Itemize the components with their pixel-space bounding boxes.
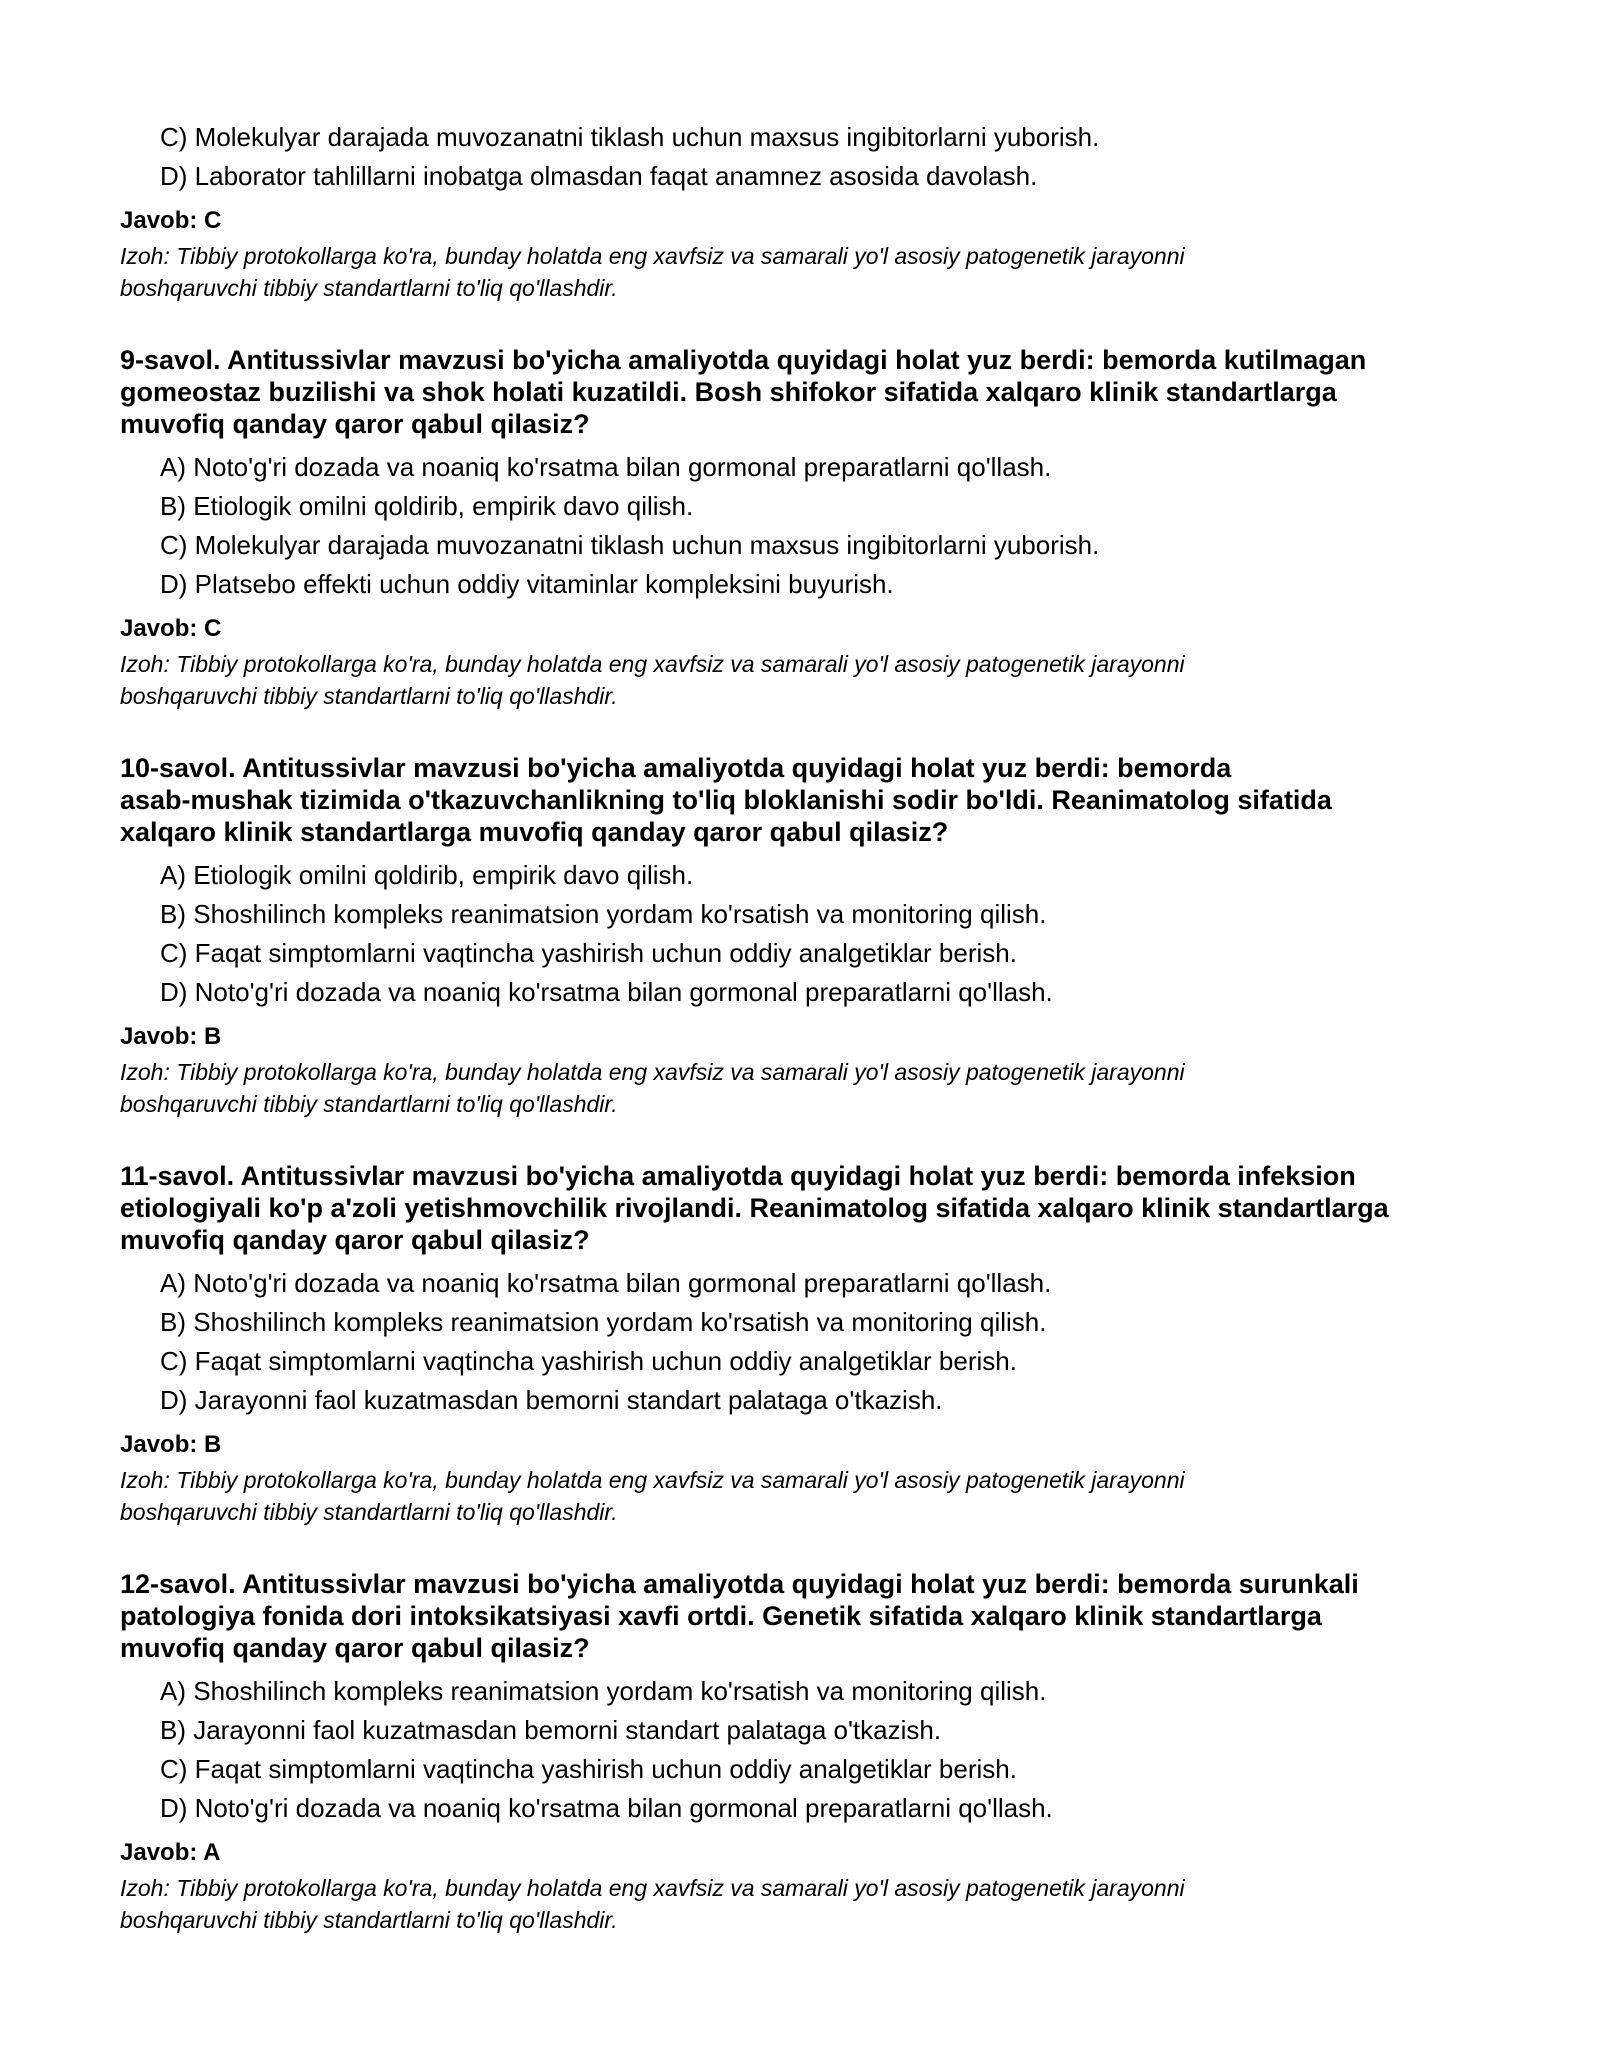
explanation-note — [120, 240, 1480, 304]
question-11 — [120, 1160, 1480, 1528]
option-c: C) Faqat simptomlarni vaqtincha yashirish uchun oddiy analgetiklar berish. — [160, 1346, 1017, 1376]
option-c: C) Molekulyar darajada muvozanatni tiklash uchun maxsus ingibitorlarni yuborish. — [160, 122, 1100, 152]
option-a: A) Shoshilinch kompleks reanimatsion yordam ko'rsatish va monitoring qilish. — [160, 1676, 1047, 1706]
note-line: boshqaruvchi tibbiy standartlarni to'liq qo'llashdir. — [120, 1091, 618, 1117]
option-d: D) Laborator tahlillarni inobatga olmasdan faqat anamnez asosida davolash. — [160, 161, 1038, 191]
option-a: A) Noto'g'ri dozada va noaniq ko'rsatma bilan gormonal preparatlarni qo'llash. — [160, 452, 1052, 482]
question-title — [120, 344, 1480, 440]
question-title — [120, 752, 1480, 848]
note-line: Izoh: Tibbiy protokollarga ko'ra, bunday holatda eng xavfsiz va samarali yo'l asosiy patogenetik jarayonni — [120, 1875, 1185, 1901]
note-line: boshqaruvchi tibbiy standartlarni to'liq qo'llashdir. — [120, 683, 618, 709]
option-c: C) Molekulyar darajada muvozanatni tiklash uchun maxsus ingibitorlarni yuborish. — [160, 530, 1100, 560]
title-line: gomeostaz buzilishi va shok holati kuzatildi. Bosh shifokor sifatida xalqaro klinik standartlarga — [120, 377, 1337, 407]
title-line: muvofiq qanday qaror qabul qilasiz? — [120, 1633, 590, 1663]
title-line: muvofiq qanday qaror qabul qilasiz? — [120, 409, 590, 439]
note-line: Izoh: Tibbiy protokollarga ko'ra, bunday holatda eng xavfsiz va samarali yo'l asosiy patogenetik jarayonni — [120, 1467, 1185, 1493]
explanation-note — [120, 1056, 1480, 1120]
explanation-note — [120, 648, 1480, 712]
note-line: boshqaruvchi tibbiy standartlarni to'liq qo'llashdir. — [120, 1907, 618, 1933]
note-line: Izoh: Tibbiy protokollarga ko'ra, bunday holatda eng xavfsiz va samarali yo'l asosiy patogenetik jarayonni — [120, 243, 1185, 269]
question-title — [120, 1160, 1480, 1256]
title-line: muvofiq qanday qaror qabul qilasiz? — [120, 1225, 590, 1255]
option-c: C) Faqat simptomlarni vaqtincha yashirish uchun oddiy analgetiklar berish. — [160, 1754, 1017, 1784]
note-line: boshqaruvchi tibbiy standartlarni to'liq qo'llashdir. — [120, 1499, 618, 1525]
title-line: 10-savol. Antitussivlar mavzusi bo'yicha amaliyotda quyidagi holat yuz berdi: bemorda — [120, 753, 1232, 783]
option-d: D) Noto'g'ri dozada va noaniq ko'rsatma bilan gormonal preparatlarni qo'llash. — [160, 1793, 1053, 1823]
note-line: boshqaruvchi tibbiy standartlarni to'liq qo'llashdir. — [120, 275, 618, 301]
option-d: D) Noto'g'ri dozada va noaniq ko'rsatma bilan gormonal preparatlarni qo'llash. — [160, 977, 1053, 1007]
title-line: patologiya fonida dori intoksikatsiyasi xavfi ortdi. Genetik sifatida xalqaro klinik standartlarga — [120, 1601, 1322, 1631]
title-line: etiologiyali ko'p a'zoli yetishmovchilik rivojlandi. Reanimatolog sifatida xalqaro klinik standartlarga — [120, 1193, 1389, 1223]
option-b: B) Shoshilinch kompleks reanimatsion yordam ko'rsatish va monitoring qilish. — [160, 1307, 1047, 1337]
answer-label: Javob: C — [120, 615, 222, 642]
answer-label: Javob: B — [120, 1431, 222, 1458]
option-d: D) Platsebo effekti uchun oddiy vitaminlar kompleksini buyurish. — [160, 569, 894, 599]
explanation-note — [120, 1464, 1480, 1528]
answer-label: Javob: A — [120, 1839, 221, 1866]
option-a: A) Noto'g'ri dozada va noaniq ko'rsatma bilan gormonal preparatlarni qo'llash. — [160, 1268, 1052, 1298]
explanation-note — [120, 1872, 1480, 1936]
option-a: A) Etiologik omilni qoldirib, empirik davo qilish. — [160, 860, 694, 890]
option-b: B) Jarayonni faol kuzatmasdan bemorni standart palataga o'tkazish. — [160, 1715, 942, 1745]
title-line: 11-savol. Antitussivlar mavzusi bo'yicha amaliyotda quyidagi holat yuz berdi: bemorda infeksion — [120, 1161, 1356, 1191]
answer-label: Javob: C — [120, 207, 222, 234]
title-line: asab-mushak tizimida o'tkazuvchanlikning to'liq bloklanishi sodir bo'ldi. Reanimatolog sifatida — [120, 785, 1332, 815]
document-page — [120, 118, 1480, 1936]
title-line: 12-savol. Antitussivlar mavzusi bo'yicha amaliyotda quyidagi holat yuz berdi: bemorda surunkali — [120, 1569, 1359, 1599]
question-continuation — [120, 118, 1480, 304]
question-title — [120, 1568, 1480, 1664]
option-b: B) Etiologik omilni qoldirib, empirik davo qilish. — [160, 491, 694, 521]
note-line: Izoh: Tibbiy protokollarga ko'ra, bunday holatda eng xavfsiz va samarali yo'l asosiy patogenetik jarayonni — [120, 1059, 1185, 1085]
option-d: D) Jarayonni faol kuzatmasdan bemorni standart palataga o'tkazish. — [160, 1385, 943, 1415]
answer-label: Javob: B — [120, 1023, 222, 1050]
note-line: Izoh: Tibbiy protokollarga ko'ra, bunday holatda eng xavfsiz va samarali yo'l asosiy patogenetik jarayonni — [120, 651, 1185, 677]
option-b: B) Shoshilinch kompleks reanimatsion yordam ko'rsatish va monitoring qilish. — [160, 899, 1047, 929]
title-line: 9-savol. Antitussivlar mavzusi bo'yicha amaliyotda quyidagi holat yuz berdi: bemorda kutilmagan — [120, 345, 1367, 375]
option-c: C) Faqat simptomlarni vaqtincha yashirish uchun oddiy analgetiklar berish. — [160, 938, 1017, 968]
question-10 — [120, 752, 1480, 1120]
question-12 — [120, 1568, 1480, 1936]
title-line: xalqaro klinik standartlarga muvofiq qanday qaror qabul qilasiz? — [120, 817, 949, 847]
question-9 — [120, 344, 1480, 712]
